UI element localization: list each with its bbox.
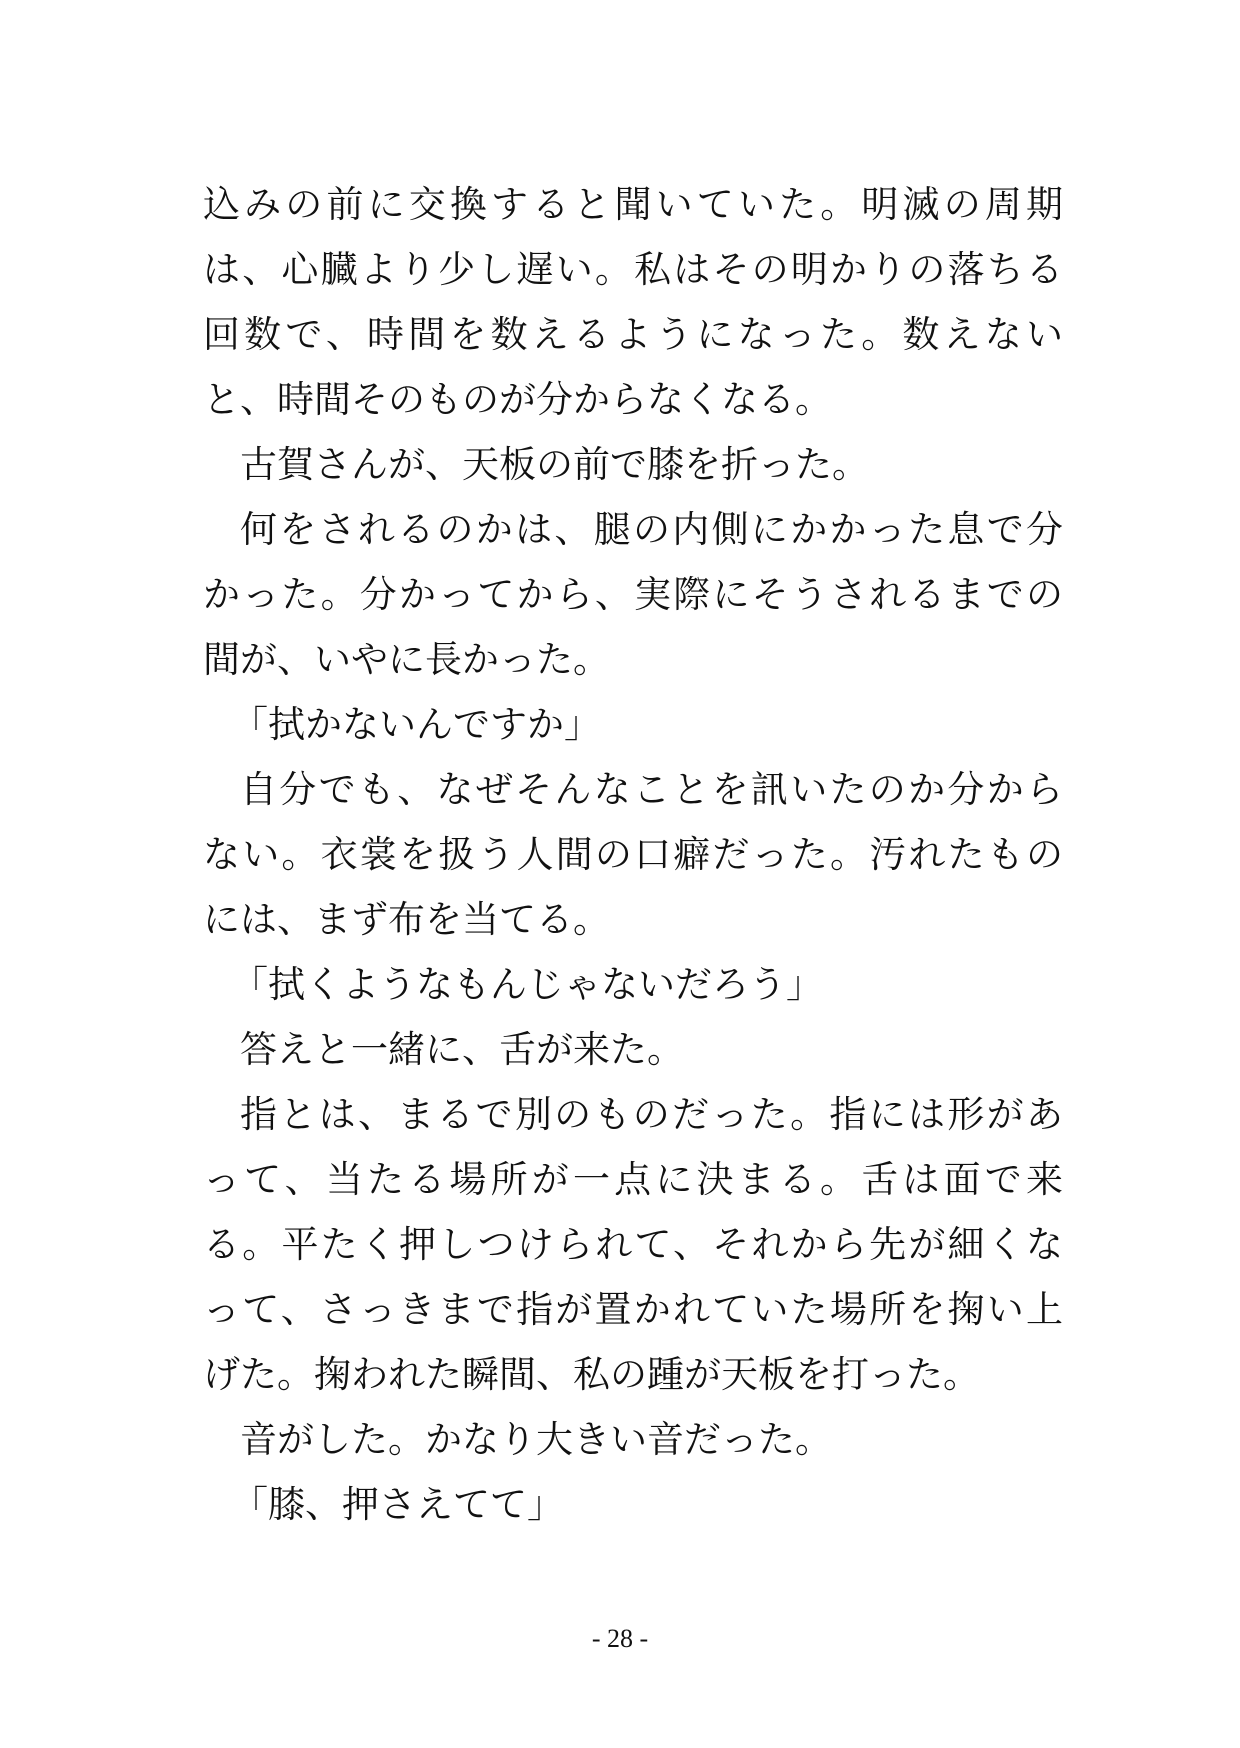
text-line: る。平たく押しつけられて、それから先が細くな	[203, 1223, 1063, 1266]
text-line: 回数で、時間を数えるようになった。数えない	[203, 313, 1063, 356]
dialogue-line: 「拭かないんですか」	[231, 703, 601, 746]
text-line: と、時間そのものが分からなくなる。	[203, 378, 832, 421]
text-line: は、心臓より少し遅い。私はその明かりの落ちる	[203, 248, 1063, 291]
text-line: 自分でも、なぜそんなことを訊いたのか分から	[240, 768, 1063, 811]
text-line: って、当たる場所が一点に決まる。舌は面で来	[203, 1158, 1063, 1201]
page-number: - 28 -	[591, 1624, 649, 1653]
text-line: ない。衣裳を扱う人間の口癖だった。汚れたもの	[203, 833, 1063, 876]
text-line: 込みの前に交換すると聞いていた。明滅の周期	[203, 183, 1063, 226]
text-line: 音がした。かなり大きい音だった。	[240, 1418, 832, 1461]
text-line: 何をされるのかは、腿の内側にかかった息で分	[240, 508, 1063, 551]
dialogue-line: 「拭くようなもんじゃないだろう」	[231, 963, 823, 1006]
text-line: 答えと一緒に、舌が来た。	[240, 1028, 684, 1071]
text-line: 指とは、まるで別のものだった。指には形があ	[240, 1093, 1063, 1136]
text-line: には、まず布を当てる。	[203, 898, 610, 941]
dialogue-line: 「膝、押さえてて」	[231, 1483, 564, 1526]
body-text	[203, 172, 1063, 1537]
text-line: かった。分かってから、実際にそうされるまでの	[203, 573, 1063, 616]
text-line: 間が、いやに長かった。	[203, 638, 610, 681]
text-line: って、さっきまで指が置かれていた場所を掬い上	[203, 1288, 1063, 1331]
text-line: げた。掬われた瞬間、私の踵が天板を打った。	[203, 1353, 980, 1396]
text-line: 古賀さんが、天板の前で膝を折った。	[240, 443, 869, 486]
